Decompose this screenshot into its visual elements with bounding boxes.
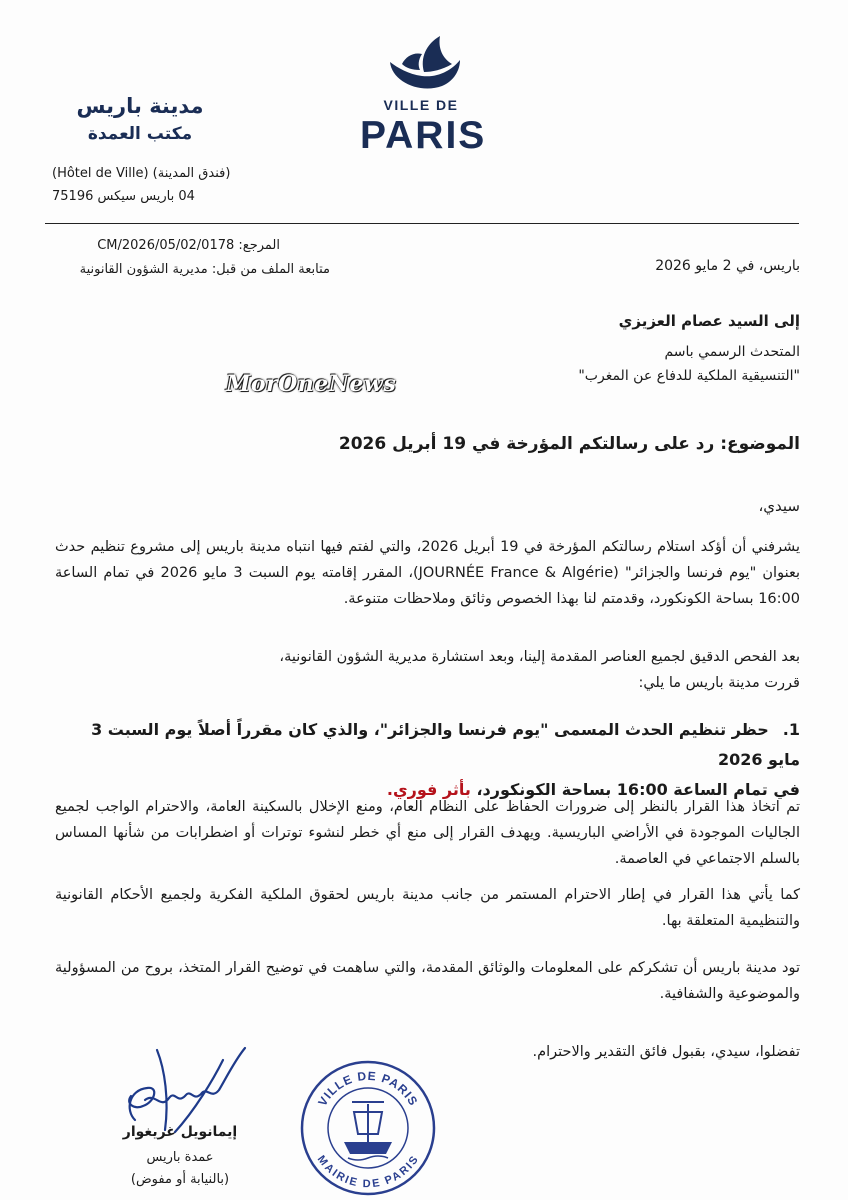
- address-line-1: (Hôtel de Ville) (فندق المدينة): [52, 166, 231, 181]
- handwritten-signature: [95, 1040, 275, 1135]
- paragraph-intro: يشرفني أن أؤكد استلام رسالتكم المؤرخة في 19 أبريل 2026، والتي لفتم فيها انتباه مدينة باريس إلى مشروع تنظيم حدث بعنوان "يوم فرنسا والجزائر" (JOURNÉE France & Algérie)، المقرر إقامته يوم السبت 3 مايو 2026 في تمام الساعة 16:00 بساحة الكونكورد، وقدمتم لنا بهذا الخصوص وثائق وملاحظات متنوعة.: [55, 539, 800, 607]
- recipient-role: المتحدث الرسمي باسم: [664, 344, 800, 360]
- decision-item: [55, 715, 800, 805]
- closing-line: تفضلوا، سيدي، بقبول فائق التقدير والاحترام.: [532, 1044, 800, 1060]
- recipient-organization: "التنسيقية الملكية للدفاع عن المغرب": [578, 368, 800, 384]
- recipient-name: إلى السيد عصام العزيزي: [618, 312, 800, 330]
- header-divider: [45, 223, 799, 224]
- follow-up-note: متابعة الملف من قبل: مديرية الشؤون القانونية: [79, 262, 330, 277]
- logo-ville-de: VILLE DE: [383, 97, 459, 113]
- decision-line-2: في تمام الساعة 16:00 بساحة الكونكورد،: [476, 780, 800, 799]
- decision-line-1: حظر تنظيم الحدث المسمى "يوم فرنسا والجزائر"، والذي كان مقرراً أصلاً يوم السبت 3 مايو 2026: [91, 720, 800, 769]
- svg-text:MAIRIE DE PARIS: MAIRIE DE PARIS: [314, 1153, 422, 1191]
- salutation: سيدي،: [758, 497, 800, 515]
- paragraph-review: [55, 644, 800, 696]
- decision-number: 1.: [782, 720, 800, 739]
- official-seal-icon: [298, 1058, 438, 1198]
- subject-line: الموضوع: رد على رسالتكم المؤرخة في 19 أبريل 2026: [338, 434, 800, 454]
- decision-effect: بأثر فوري.: [386, 780, 471, 799]
- address-line-2: 04 باريس سيكس 75196: [52, 189, 195, 204]
- paragraph-justification: تم اتخاذ هذا القرار بالنظر إلى ضرورات الحفاظ على النظام العام، ومنع الإخلال بالسكينة العامة، والاحترام الواجب لجميع الجاليات الموجودة في الأراضي الباريسية. ويهدف القرار إلى منع أي خطر لنشوء توترات أو اضطرابات من شأنها المساس بالسلم الاجتماعي في العاصمة.: [55, 799, 800, 867]
- city-name: مدينة باريس: [76, 94, 204, 118]
- office-name: مكتب العمدة: [87, 124, 193, 144]
- watermark: MorOneNews: [226, 371, 397, 397]
- paris-boat-icon: [380, 34, 470, 96]
- reference-number: CM/2026/05/02/0178 :المرجع: [97, 238, 280, 253]
- paragraph-thanks: تود مدينة باريس أن تشكركم على المعلومات والوثائق المقدمة، والتي ساهمت في توضيح القرار المتخذ، بروح من المسؤولية والموضوعية والشفافية.: [55, 960, 800, 1002]
- signer-title: عمدة باريس: [146, 1150, 214, 1165]
- signer-name: إيمانويل غريغوار: [122, 1124, 238, 1140]
- letter-date: باريس، في 2 مايو 2026: [655, 258, 800, 274]
- paragraph-review-line-1: بعد الفحص الدقيق لجميع العناصر المقدمة إلينا، وبعد استشارة مديرية الشؤون القانونية،: [279, 649, 800, 665]
- svg-text:VILLE DE PARIS: VILLE DE PARIS: [315, 1068, 421, 1109]
- signer-proxy: (بالنيابة أو مفوض): [130, 1172, 230, 1187]
- paragraph-review-line-2: قررت مدينة باريس ما يلي:: [638, 675, 800, 691]
- paragraph-ip: كما يأتي هذا القرار في إطار الاحترام المستمر من جانب مدينة باريس لحقوق الملكية الفكرية ولجميع الأحكام القانونية والتنظيمية المتعلقة بها.: [55, 887, 800, 929]
- logo-paris: PARIS: [360, 114, 487, 157]
